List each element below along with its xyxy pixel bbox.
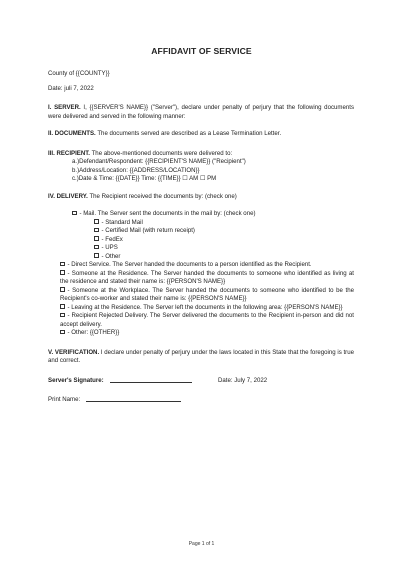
- print-name-row: [48, 396, 354, 405]
- signature-block: [48, 377, 208, 386]
- delivery-option: [48, 312, 354, 329]
- signature-row: [48, 377, 354, 386]
- mail-sub-option: [48, 253, 354, 262]
- delivery-option: [48, 287, 354, 304]
- delivery-option-label: - Leaving at the Residence. The Server left the documents in the following area: {{PERSON'S NAME}}: [67, 303, 343, 311]
- documents-text: The documents served are described as a Lease Termination Letter.: [95, 130, 282, 137]
- recipient-item-datetime: c.)Date & Time: {{DATE}} Time: {{TIME}} ☐ AM ☐ PM: [72, 175, 217, 182]
- recipient-item-address: b.)Address/Location: {{ADDRESS/LOCATION}}: [72, 166, 200, 174]
- delivery-label: IV. DELIVERY.: [48, 192, 88, 200]
- checkbox-ups[interactable]: [94, 245, 99, 250]
- print-name-line[interactable]: [86, 401, 181, 402]
- signature-date: Date: July 7, 2022: [218, 376, 268, 384]
- documents-label: II. DOCUMENTS.: [48, 130, 96, 137]
- delivery-option-label: - Someone at the Workplace. The Server handed the documents to someone who identified to be the Recipient's co-worker and stated their name is: {{PERSON'S NAME}}: [60, 286, 354, 302]
- documents-section: [48, 130, 354, 139]
- county-line: County of {{COUNTY}}: [48, 70, 110, 77]
- page-footer: Page 1 of 1: [188, 541, 215, 547]
- delivery-option: [48, 270, 354, 287]
- document-title: AFFIDAVIT OF SERVICE: [151, 46, 252, 56]
- mail-sub-option-label: - FedEx: [101, 235, 123, 243]
- verification-text: I declare under penalty of perjury under the laws located in this State that the foregoing is true and correct.: [48, 348, 354, 364]
- server-text: I, {{SERVER'S NAME}} ("Server"), declare under penalty of perjury that the following documents were delivered and served in the following manner:: [48, 104, 354, 120]
- delivery-option: [48, 329, 354, 338]
- delivery-option-label: - Recipient Rejected Delivery. The Server delivered the documents to the Recipient in-person and did not accept delivery.: [60, 312, 354, 328]
- verification-section: [48, 349, 354, 366]
- mail-sub-option: [48, 244, 354, 253]
- mail-sub-option: [48, 227, 354, 236]
- checkbox-residence[interactable]: [60, 270, 65, 275]
- mail-sub-option-label: - Other: [101, 252, 121, 260]
- mail-sub-option-label: - Certified Mail (with return receipt): [101, 227, 195, 234]
- recipient-section: [48, 150, 354, 159]
- verification-label: V. VERIFICATION.: [48, 348, 100, 356]
- server-section: [48, 104, 354, 121]
- mail-option: [48, 210, 354, 219]
- checkbox-mail[interactable]: [72, 211, 77, 216]
- document-body: [48, 70, 354, 405]
- server-label: I. SERVER.: [48, 104, 81, 111]
- recipient-item-defendant: a.)Defendant/Respondent: {{RECIPIENT'S NAME}} ("Recipient"): [72, 158, 246, 165]
- mail-sub-option-label: - UPS: [101, 244, 118, 251]
- signature-label: Server's Signature:: [48, 376, 104, 384]
- delivery-option-label: - Direct Service. The Server handed the documents to a person identified as the Recipient.: [67, 261, 312, 268]
- delivery-option-label: - Other: {{OTHER}}: [67, 329, 120, 336]
- recipient-label: III. RECIPIENT.: [48, 149, 90, 157]
- delivery-section: [48, 193, 354, 202]
- checkbox-leaving[interactable]: [60, 304, 65, 309]
- checkbox-direct-service[interactable]: [60, 262, 65, 267]
- delivery-option-label: - Someone at the Residence. The Server handed the documents to someone who identified as living at the residence and stated their name is: {{PERSON'S NAME}}: [60, 269, 354, 285]
- checkbox-standard-mail[interactable]: [94, 219, 99, 224]
- mail-sub-option: [48, 219, 354, 228]
- checkbox-certified-mail[interactable]: [94, 228, 99, 233]
- delivery-option: [48, 304, 354, 313]
- checkbox-other-mail[interactable]: [94, 253, 99, 258]
- checkbox-rejected[interactable]: [60, 313, 65, 318]
- print-name-label: Print Name:: [48, 396, 81, 403]
- checkbox-other[interactable]: [60, 330, 65, 335]
- delivery-option: [48, 261, 354, 270]
- mail-option-label: - Mail. The Server sent the documents in the mail by: (check one): [79, 210, 256, 217]
- signature-line[interactable]: [110, 382, 192, 383]
- delivery-text: The Recipient received the documents by: (check one): [87, 192, 237, 200]
- checkbox-workplace[interactable]: [60, 287, 65, 292]
- mail-sub-option-label: - Standard Mail: [101, 218, 143, 226]
- recipient-text: The above-mentioned documents were delivered to:: [90, 149, 233, 157]
- date-line: Date: juli 7, 2022: [48, 84, 94, 92]
- checkbox-fedex[interactable]: [94, 236, 99, 241]
- mail-sub-option: [48, 236, 354, 245]
